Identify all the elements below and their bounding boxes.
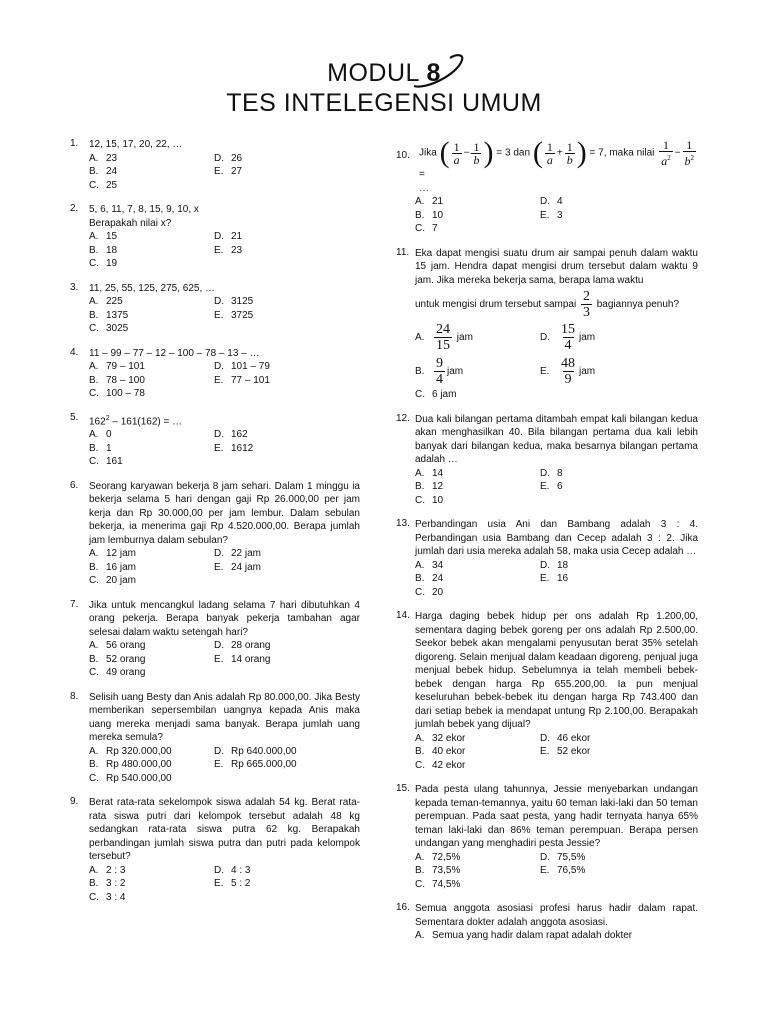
module-number: 8 [426,59,441,87]
option-d[interactable]: D. Rp 640.000,00 [214,745,297,757]
option-b[interactable]: B. 52 orang [89,653,146,665]
swoosh-logo-icon [406,52,468,92]
option-a[interactable]: A. 32 ekor [415,732,466,744]
answer-options [415,195,698,236]
answer-options [89,295,360,336]
question-13 [396,518,698,599]
option-e[interactable]: E. 24 jam [214,561,262,573]
option-e[interactable]: E. $\frac{48}{9}$ jam [540,355,596,387]
option-b[interactable]: B. 12 [415,481,444,492]
option-b[interactable]: B. 1 [89,442,112,454]
option-e[interactable]: E. 6 [540,481,563,492]
option-c[interactable]: C. 6 jam [415,389,457,400]
question-number: 8. [70,690,79,702]
question-number: 15. [396,783,410,794]
question-2 [70,203,360,271]
option-c[interactable]: C. 19 [89,258,118,269]
option-d[interactable]: D. $\frac{15}{4}$ jam [540,321,596,353]
answer-options [415,559,698,600]
question-number: 4. [70,346,79,358]
option-b[interactable]: B. 3 : 2 [89,878,126,890]
option-e[interactable]: E. Rp 665.000,00 [214,759,297,771]
option-d[interactable]: D. 101 – 79 [214,361,270,372]
option-c[interactable]: C. 10 [415,494,444,506]
question-number: 14. [396,610,410,621]
option-e[interactable]: E. 52 ekor [540,746,591,757]
question-1 [70,138,360,192]
option-d[interactable]: D. 75,5% [540,851,586,863]
question-11: 11. Eka dapat mengisi suatu drum air sampai penuh dalam waktu 15 jam. Hendra dapat mengisi drum tersebut dalam waktu 9 jam. Jika mereka bekerja sama, berapa lama waktu untuk mengisi drum tersebut sampai $\frac{2}{3}$ bagiannya penuh? A. $\frac{24}{15}$ jam D. $\frac{15}{4}$ jam B. $\frac{9}{4}$ jam E. $\frac{48}{9}$ jam C. 6 jam [396,246,698,400]
option-c[interactable]: C. 25 [89,179,118,191]
question-text: Jika ( $\frac{1}{a}$ − $\frac{1}{b}$ ) = 3 dan ( $\frac{1}{a}$ + $\frac{1}{b}$ ) = 7, maka nilai $\frac{1}{a^2}$ − $\frac{1}{b^2}$ = … [419,136,695,194]
question-text: 11 – 99 – 77 – 12 – 100 – 78 – 13 – … [89,347,260,359]
option-b[interactable]: B. 78 – 100 [89,374,145,386]
question-number: 6. [70,479,79,491]
question-text: Berat rata-rata sekelompok siswa adalah 54 kg. Berat rata-rata siswa putri dari kelompok tersebut adalah 48 kg sedangkan rata-rata siswa putra 62 kg. Berapakah perbandingan jumlah siswa putra dan putri pada kelompok tersebut? [89,797,360,863]
option-c[interactable]: C. 7 [415,223,438,234]
option-b[interactable]: B. $\frac{9}{4}$ jam [415,355,464,387]
option-b[interactable]: B. 10 [415,209,444,221]
option-a[interactable]: A. 79 – 101 [89,361,145,372]
question-number: 7. [70,598,79,610]
fraction: $\frac{2}{3}$ [582,289,590,320]
question-4 [70,347,360,401]
answer-options [415,851,698,892]
question-8 [70,691,360,786]
question-text: 5, 6, 11, 7, 8, 15, 9, 10, x Berapakah nilai x? [89,204,199,229]
option-c[interactable]: C. 20 [415,586,444,598]
question-5 [70,412,360,469]
option-a[interactable]: A. Rp 320.000,00 [89,745,172,757]
answer-options [89,745,360,786]
question-number: 16. [396,902,410,913]
left-column [70,138,360,915]
option-e[interactable]: E. 27 [214,166,243,177]
option-d[interactable]: D. 162 [214,429,248,441]
option-c[interactable]: C. 49 orang [89,667,146,679]
question-number: 5. [70,411,79,423]
option-e[interactable]: E. 77 – 101 [214,374,270,386]
option-e[interactable]: E. 3 [540,209,563,221]
option-a[interactable]: A. $\frac{24}{15}$ jam [415,321,473,353]
question-9 [70,796,360,904]
answer-options [89,547,360,588]
module-title: MODUL 8 [327,59,441,87]
answer-options [415,320,698,388]
answer-options [415,732,698,773]
option-a[interactable]: A. 23 [89,152,118,164]
option-c[interactable]: C. 20 jam [89,575,137,587]
question-text: Dua kali bilangan pertama ditambah empat kali bilangan kedua akan menghasilkan 40. Bila bilangan pertama dua kali lebih banyak dari bilangan kedua, maka besarnya bilangan pertama adalah … [415,413,698,465]
option-b[interactable]: B. 73,5% [415,865,461,876]
question-7 [70,599,360,680]
option-b[interactable]: B. 16 jam [89,561,137,573]
question-text: Selisih uang Besty dan Anis adalah Rp 80.000,00. Jika Besty memberikan sepersembilan uangnya kepada Anis maka uang mereka menjadi sama banyak. Berapa jumlah uang mereka semula? [89,691,360,744]
option-a[interactable]: A. 56 orang [89,640,146,652]
option-b[interactable]: B. Rp 480.000,00 [89,759,172,771]
option-b[interactable]: B. 18 [89,244,118,256]
option-d[interactable]: D. 46 ekor [540,732,591,744]
answer-options [89,230,360,271]
question-12 [396,413,698,508]
option-a[interactable]: A. 34 [415,559,444,571]
answer-options [415,467,698,508]
option-c[interactable]: C. Rp 540.000,00 [89,772,172,784]
option-a[interactable]: A. 2 : 3 [89,864,126,876]
answer-options [89,428,360,469]
question-text: Harga daging bebek hidup per ons adalah Rp 1.200,00, sementara daging bebek goreng per ons adalah Rp 2.500,00. Seekor bebek akan mengalami penyusutan berat 35% setelah digoreng. Selain menjual dalam keadaan digoreng, penjual juga menjual bebek hidup. Sebelumnya ia telah membeli bebek-bebek dengan harga Rp 655.200,00. Ia pun menjual keseluruhan bebek-bebek itu dengan harga Rp 743.400 dan dari setiap bebek ia mendapat untung Rp 2.100,00. Berapakah jumlah bebek yang dijual? [415,611,698,730]
question-text: Semua anggota asosiasi profesi harus hadir dalam rapat. Sementara dokter adalah anggota asosiasi. [415,903,698,928]
option-d[interactable]: D. 18 [540,559,569,571]
option-b[interactable]: B. 24 [89,166,118,177]
option-e[interactable]: E. 23 [214,244,243,256]
question-number: 1. [70,138,79,149]
question-text: 11, 25, 55, 125, 275, 625, … [89,282,216,294]
answer-options [415,929,698,943]
question-text: Perbandingan usia Ani dan Bambang adalah 3 : 4. Perbandingan usia Bambang dan Cecep adalah 3 : 2. Jika jumlah dari usia mereka adalah 58, maka usia Cecep adalah … [415,519,698,557]
option-e[interactable]: E. 3725 [214,309,254,321]
question-number: 3. [70,281,79,293]
option-d[interactable]: D. 22 jam [214,548,262,560]
option-b[interactable]: B. 1375 [89,309,129,321]
option-a[interactable]: A. 15 [89,231,118,242]
question-3 [70,282,360,336]
answer-options [89,152,360,193]
option-a[interactable]: A. 0 [89,429,112,441]
question-text: Seorang karyawan bekerja 8 jam sehari. Dalam 1 minggu ia bekerja selama 5 hari dengan gaji Rp 26.000,00 per jam kerja dan Rp 30.000,00 per jam lembur. Dalam sebulan bekerja, ia menerima gaji Rp 4.520.000,00. Berapa jumlah jam lemburnya dalam sebulan? [89,480,360,546]
option-e[interactable]: E. 16 [540,573,569,584]
subtitle: TES INTELEGENSI UMUM [226,89,542,117]
option-c[interactable]: C. 3025 [89,323,129,334]
option-b[interactable]: B. 40 ekor [415,746,466,757]
option-d[interactable]: D. 3125 [214,296,254,307]
option-e[interactable]: E. 76,5% [540,865,586,876]
option-d[interactable]: D. 28 orang [214,640,271,652]
option-e[interactable]: E. 5 : 2 [214,878,251,890]
option-a[interactable]: A. 14 [415,467,444,479]
question-text: Pada pesta ulang tahunnya, Jessie menyebarkan undangan kepada teman-temannya, yaitu 60 teman laki-laki dan 50 teman perempuan. Pada saat pesta, yang hadir ternyata hanya 65% teman laki-laki dan 86% teman perempuan. Berapa persen undangan yang menghadiri pesta Jessie? [415,784,698,849]
option-a[interactable]: A. 72,5% [415,851,461,863]
option-a[interactable]: A. 21 [415,196,444,207]
option-b[interactable]: B. 24 [415,573,444,584]
question-number: 13. [396,518,410,529]
question-number: 10. [396,150,410,161]
option-c[interactable]: C. 100 – 78 [89,388,145,399]
question-14 [396,610,698,772]
answer-options [89,864,360,905]
right-column [396,138,698,954]
answer-options [89,639,360,680]
answer-options [89,360,360,401]
option-d[interactable]: D. 8 [540,467,563,479]
document-header [0,58,768,118]
question-text: Eka dapat mengisi suatu drum air sampai penuh dalam waktu 15 jam. Hendra dapat mengisi drum tersebut dalam waktu 9 jam. Jika mereka bekerja sama, berapa lama waktu [415,247,698,286]
right-questions [396,413,698,943]
question-number: 9. [70,796,79,808]
question-number: 12. [396,412,410,424]
option-c[interactable]: C. 74,5% [415,878,461,890]
option-c[interactable]: C. 42 ekor [415,759,466,771]
question-text: 12, 15, 17, 20, 22, … [89,139,183,150]
question-16 [396,902,698,943]
option-c[interactable]: C. 161 [89,456,123,468]
question-text: $162^2 - 161(162)$ = … [89,414,183,427]
option-a[interactable]: A. Semua yang hadir dalam rapat adalah dokter [415,930,633,941]
question-number: 2. [70,203,79,214]
option-e[interactable]: E. 14 orang [214,653,271,665]
option-c[interactable]: C. 3 : 4 [89,891,126,903]
option-a[interactable]: A. 225 [89,296,123,307]
question-10 [396,138,698,236]
option-d[interactable]: D. 21 [214,231,243,242]
question-15 [396,783,698,891]
question-number: 11. [396,246,410,258]
question-6 [70,480,360,588]
option-d[interactable]: D. 4 [540,196,563,207]
option-a[interactable]: A. 12 jam [89,548,137,560]
option-d[interactable]: D. 26 [214,152,243,164]
option-d[interactable]: D. 4 : 3 [214,864,251,876]
option-e[interactable]: E. 1612 [214,442,254,454]
question-text: Jika untuk mencangkul ladang selama 7 hari dibutuhkan 4 orang pekerja. Berapa banyak pekerja tambahan agar selesai dalam waktu setengah hari? [89,599,360,638]
